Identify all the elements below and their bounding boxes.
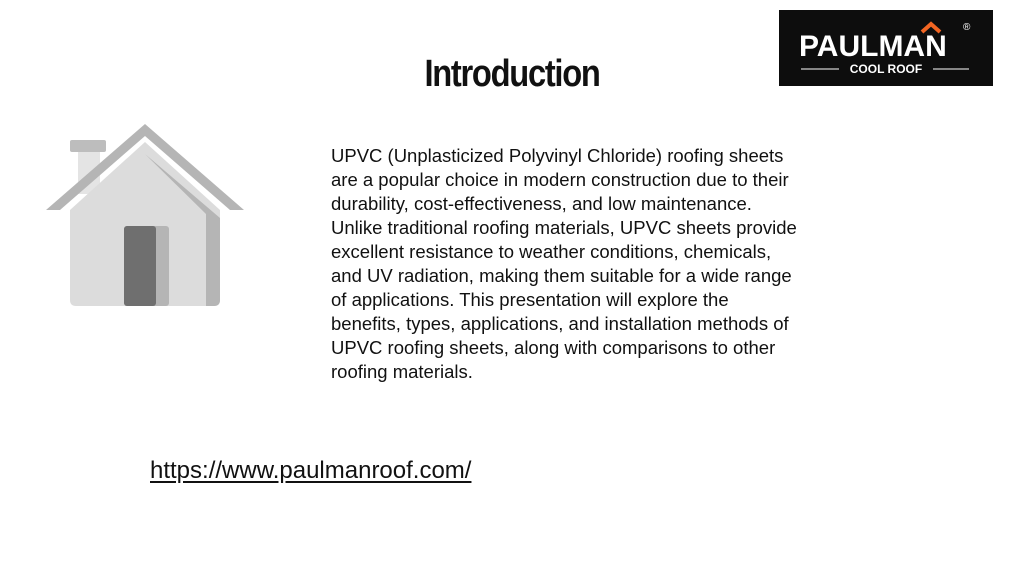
logo-brand-text: PAULMAN bbox=[799, 30, 947, 63]
slide-title: Introduction bbox=[424, 53, 600, 95]
website-link[interactable]: https://www.paulmanroof.com/ bbox=[150, 457, 472, 484]
paulman-logo-icon bbox=[779, 10, 993, 86]
house-door bbox=[124, 226, 156, 306]
logo-registered-mark: ® bbox=[963, 22, 971, 33]
paulman-logo bbox=[779, 10, 993, 86]
logo-tagline-text: COOL ROOF bbox=[849, 62, 923, 76]
house-illustration bbox=[44, 122, 246, 310]
house-icon bbox=[44, 122, 246, 310]
house-chimney-cap bbox=[70, 140, 106, 152]
intro-paragraph: UPVC (Unplasticized Polyvinyl Chloride) roofing sheets are a popular choice in modern construction due to their durability, cost-effectiveness, and low maintenance. Unlike traditional roofing materials, UPVC sheets provide excellent resistance to weather conditions, chemicals, and UV radiation, making them suitable for a wide range of applications. This presentation will explore the benefits, types, applications, and installation methods of UPVC roofing sheets, along with comparisons to other roofing materials. bbox=[331, 145, 797, 382]
